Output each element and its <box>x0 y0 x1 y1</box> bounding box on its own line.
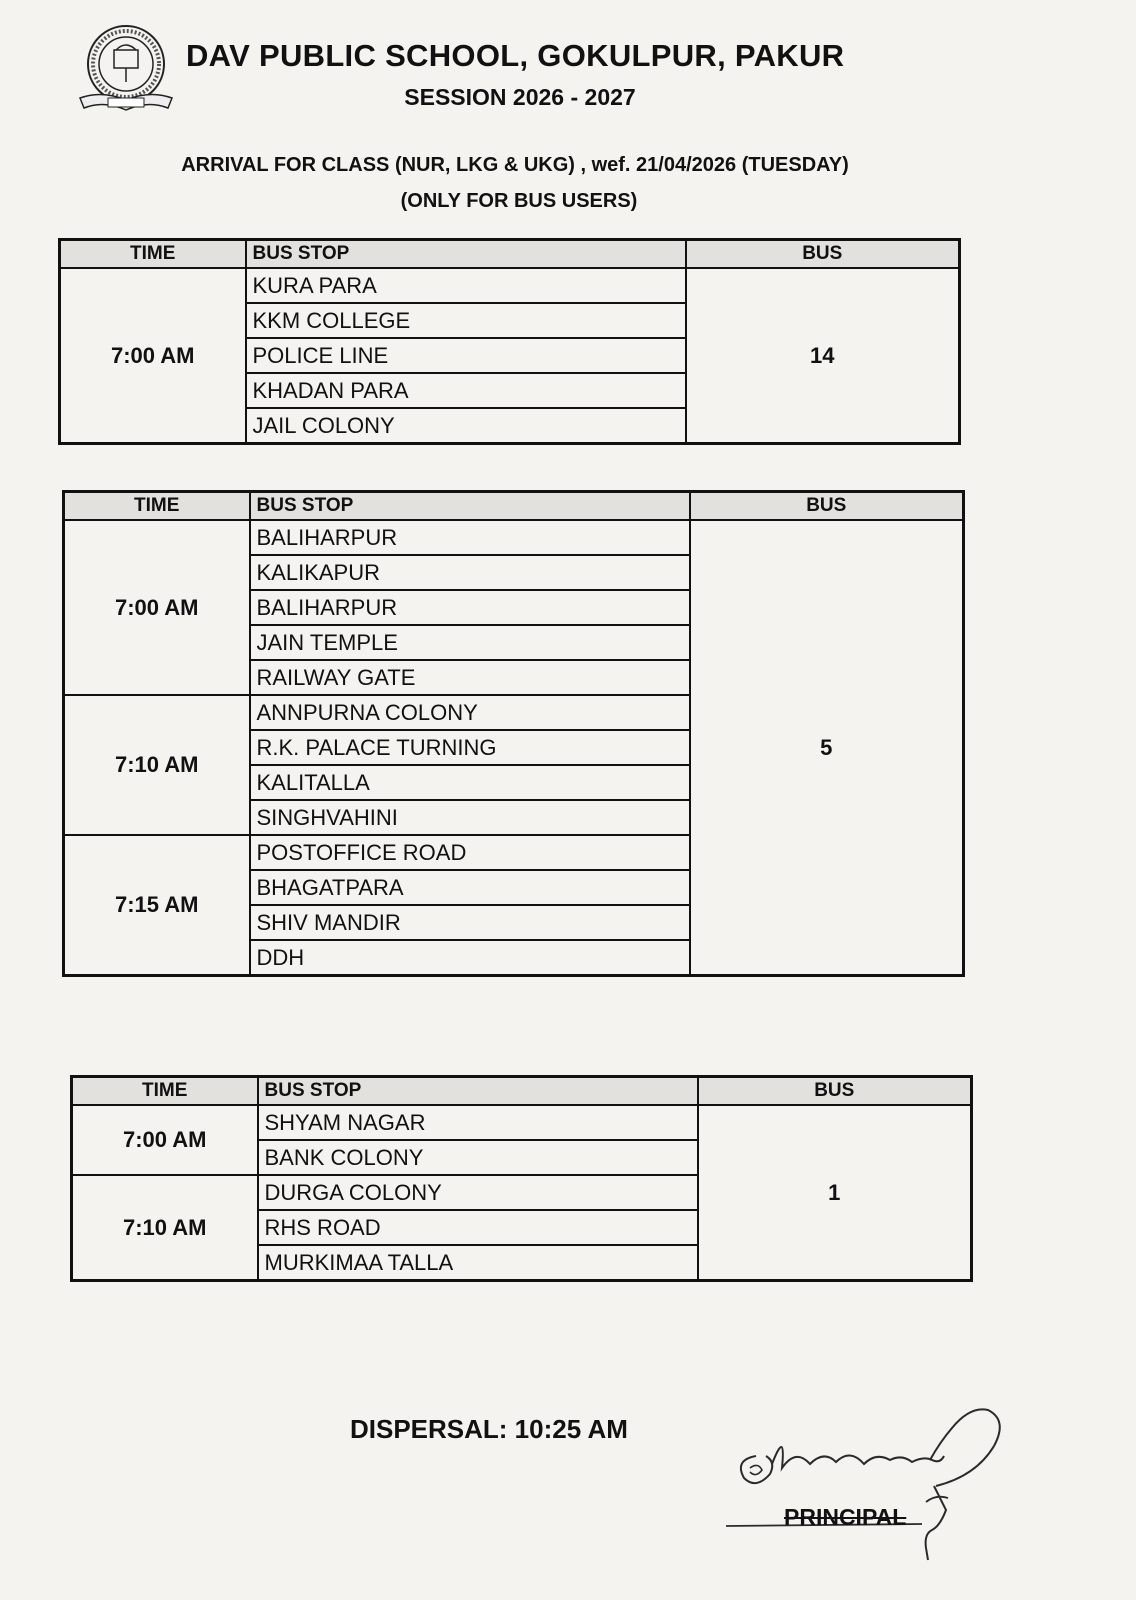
bus-column-header: BUS <box>686 240 960 269</box>
bus-stop-cell: KKM COLLEGE <box>246 303 686 338</box>
bus-stop-cell: KURA PARA <box>246 268 686 303</box>
bus-stop-cell: KALITALLA <box>250 765 690 800</box>
bus-stop-cell: KHADAN PARA <box>246 373 686 408</box>
bus-column-header: BUS <box>698 1077 972 1106</box>
arrival-time-cell: 7:10 AM <box>64 695 250 835</box>
bus-stop-cell: BALIHARPUR <box>250 590 690 625</box>
principal-label: PRINCIPAL <box>784 1504 907 1530</box>
bus-stop-cell: JAIL COLONY <box>246 408 686 444</box>
bus-stop-cell: DDH <box>250 940 690 976</box>
bus-stop-column-header: BUS STOP <box>250 492 690 521</box>
bus-stop-cell: ANNPURNA COLONY <box>250 695 690 730</box>
bus-stop-cell: BANK COLONY <box>258 1140 698 1175</box>
bus-stop-column-header: BUS STOP <box>246 240 686 269</box>
table-row <box>64 520 964 555</box>
bus-number-cell: 1 <box>698 1105 972 1281</box>
bus-stop-cell: SHYAM NAGAR <box>258 1105 698 1140</box>
bus-stop-cell: BALIHARPUR <box>250 520 690 555</box>
table-row <box>60 268 960 303</box>
table-header-row <box>72 1077 972 1106</box>
arrival-time-cell: 7:00 AM <box>72 1105 258 1175</box>
bus-stop-cell: KALIKAPUR <box>250 555 690 590</box>
table-header-row <box>64 492 964 521</box>
bus-column-header: BUS <box>690 492 964 521</box>
time-column-header: TIME <box>60 240 246 269</box>
bus-stop-cell: SINGHVAHINI <box>250 800 690 835</box>
bus-number-cell: 14 <box>686 268 960 444</box>
schedule-table-1 <box>58 238 961 445</box>
bus-stop-cell: R.K. PALACE TURNING <box>250 730 690 765</box>
bus-stop-cell: DURGA COLONY <box>258 1175 698 1210</box>
bus-stop-column-header: BUS STOP <box>258 1077 698 1106</box>
arrival-time-cell: 7:15 AM <box>64 835 250 976</box>
school-name: DAV PUBLIC SCHOOL, GOKULPUR, PAKUR <box>186 38 845 73</box>
bus-stop-cell: RAILWAY GATE <box>250 660 690 695</box>
arrival-time-cell: 7:00 AM <box>64 520 250 695</box>
bus-stop-cell: POLICE LINE <box>246 338 686 373</box>
bus-stop-cell: JAIN TEMPLE <box>250 625 690 660</box>
bus-stop-cell: SHIV MANDIR <box>250 905 690 940</box>
time-column-header: TIME <box>64 492 250 521</box>
table-header-row <box>60 240 960 269</box>
bus-stop-cell: POSTOFFICE ROAD <box>250 835 690 870</box>
schedule-table-3 <box>70 1075 973 1282</box>
time-column-header: TIME <box>72 1077 258 1106</box>
principal-signature-icon <box>726 1398 1016 1568</box>
bus-number-cell: 5 <box>690 520 964 976</box>
arrival-title: ARRIVAL FOR CLASS (NUR, LKG & UKG) , wef. 21/04/2026 (TUESDAY) <box>181 154 849 176</box>
bus-users-note: (ONLY FOR BUS USERS) <box>400 190 638 212</box>
table-row <box>72 1105 972 1140</box>
schedule-table-2 <box>62 490 965 977</box>
bus-stop-cell: BHAGATPARA <box>250 870 690 905</box>
dispersal-time: DISPERSAL: 10:25 AM <box>350 1414 628 1444</box>
bus-stop-cell: RHS ROAD <box>258 1210 698 1245</box>
bus-stop-cell: MURKIMAA TALLA <box>258 1245 698 1281</box>
arrival-time-cell: 7:00 AM <box>60 268 246 444</box>
session-title: SESSION 2026 - 2027 <box>404 84 636 110</box>
arrival-time-cell: 7:10 AM <box>72 1175 258 1281</box>
